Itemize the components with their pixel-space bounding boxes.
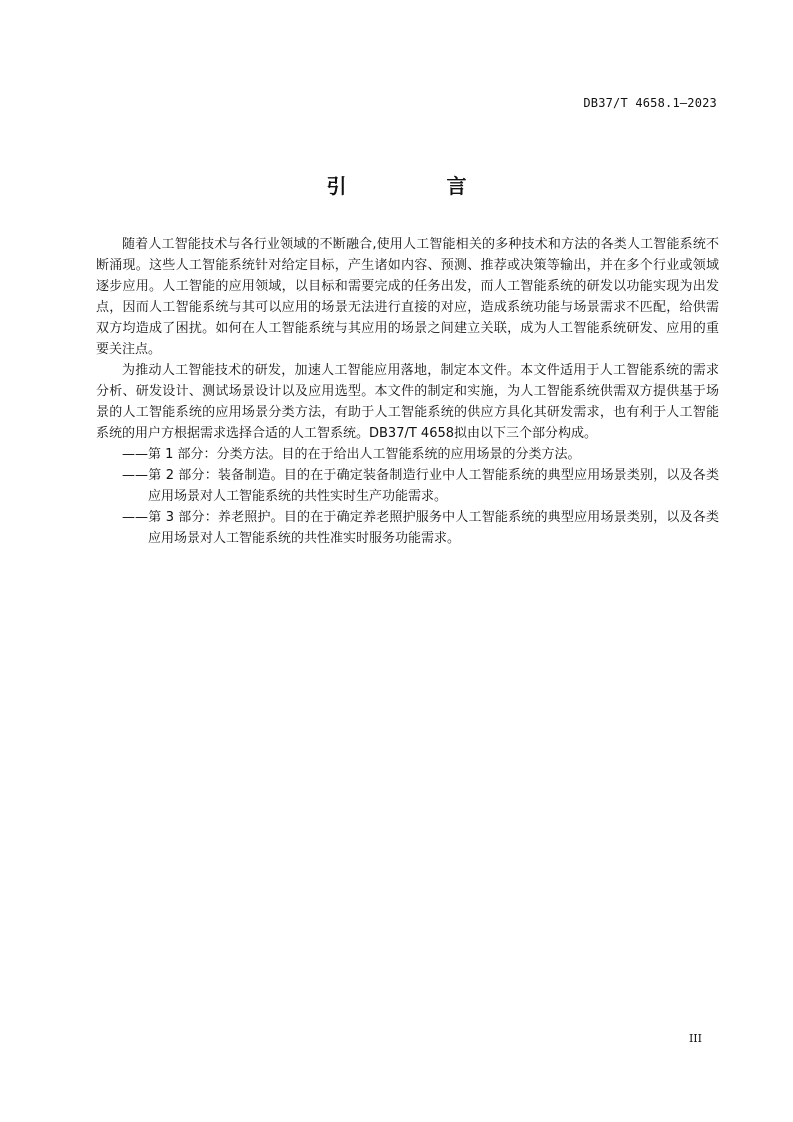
paragraph: 随着人工智能技术与各行业领域的不断融合,使用人工智能相关的多种技术和方法的各类人工智能系统不断涌现。这些人工智能系统针对给定目标，产生诸如内容、预测、推荐或决策等输出，并在多个行业或领域逐步应用。人工智能的应用领域，以目标和需要完成的任务出发，而人工智能系统的研发以功能实现为出发点，因而人工智能系统与其可以应用的场景无法进行直接的对应，造成系统功能与场景需求不匹配，给供需双方均造成了困扰。如何在人工智能系统与其应用的场景之间建立关联，成为人工智能系统研发、应用的重要关注点。 [96,237,719,357]
list-item-part-3: ——第 3 部分：养老照护。目的在于确定养老照护服务中人工智能系统的典型应用场景类别，以及各类应用场景对人工智能系统的共性准实时服务功能需求。 [122,510,719,546]
section-title: 引 言 [326,174,507,198]
paragraph: 为推动人工智能技术的研发，加速人工智能应用落地，制定本文件。本文件适用于人工智能系统的需求分析、研发设计、测试场景设计以及应用选型。本文件的制定和实施，为人工智能系统供需双方提供基于场景的人工智能系统的应用场景分类方法，有助于人工智能系统的供应方具化其研发需求，也有利于人工智能系统的用户方根据需求选择合适的人工智系统。DB37/T 4658拟由以下三个部分构成。 [96,363,719,441]
list-item-part-2: ——第 2 部分：装备制造。目的在于确定装备制造行业中人工智能系统的典型应用场景类别，以及各类应用场景对人工智能系统的共性实时生产功能需求。 [122,468,719,504]
page-number: III [688,1032,702,1045]
list-item-part-1: ——第 1 部分：分类方法。目的在于给出人工智能系统的应用场景的分类方法。 [122,447,581,462]
document-body [96,234,719,549]
document-code: DB37/T 4658.1—2023 [583,96,717,110]
